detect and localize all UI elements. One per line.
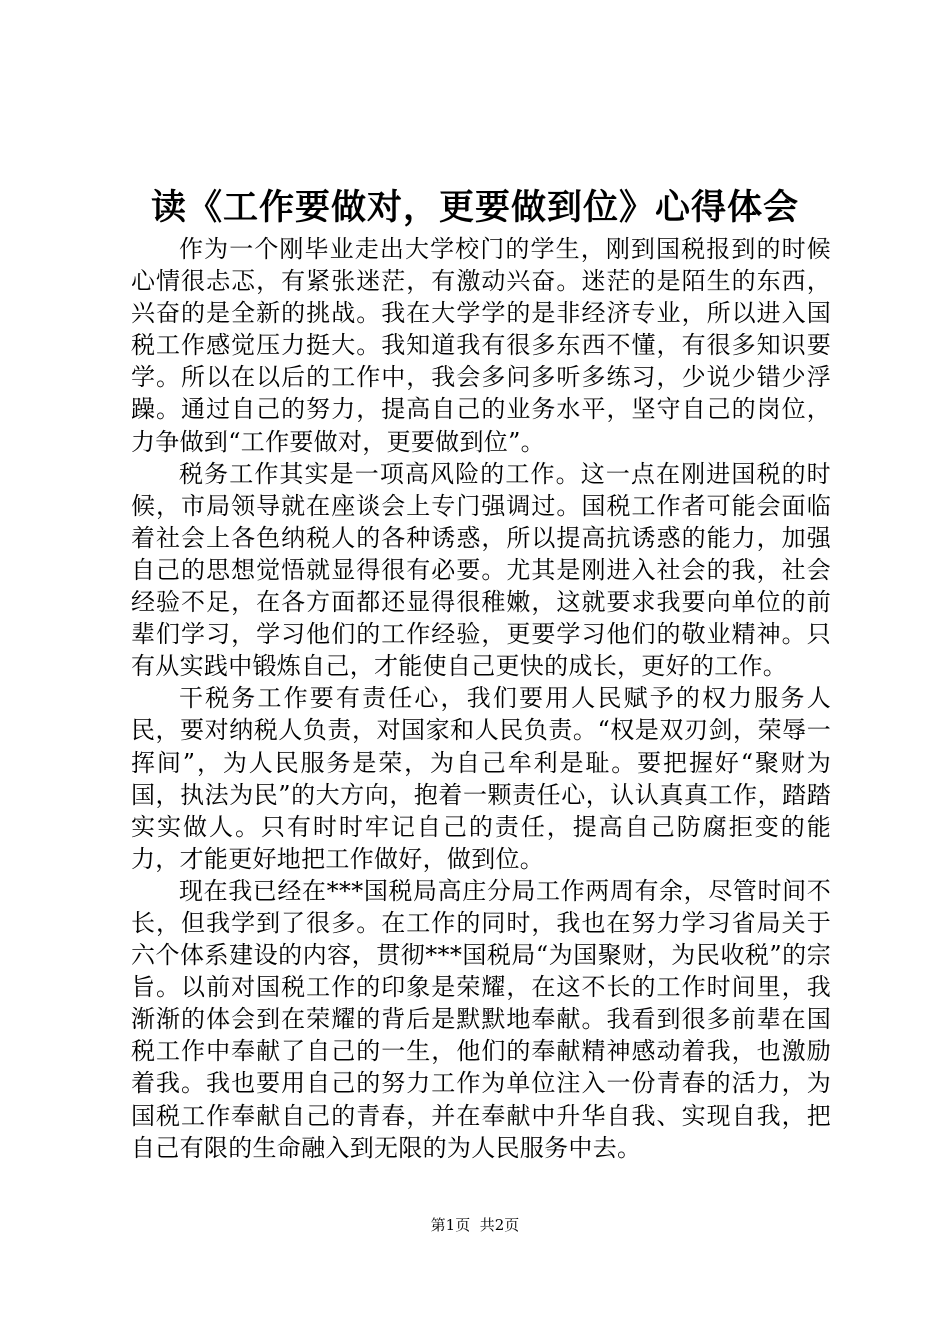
document-body: [131, 233, 831, 1164]
page-footer: [0, 1215, 950, 1235]
paragraph-3: 干税务工作要有责任心，我们要用人民赋予的权力服务人民，要对纳税人负责，对国家和人民负责。“权是双刃剑，荣辱一挥间”，为人民服务是荣，为自己牟利是耻。要把握好“聚财为国，执法为民”的大方向，抱着一颗责任心，认认真真工作，踏踏实实做人。只有时时牢记自己的责任，提高自己防腐拒变的能力，才能更好地把工作做好，做到位。: [131, 684, 831, 873]
page-number: 第1页: [430, 1216, 471, 1234]
paragraph-1: 作为一个刚毕业走出大学校门的学生，刚到国税报到的时候心情很忐忑，有紧张迷茫，有激动兴奋。迷茫的是陌生的东西，兴奋的是全新的挑战。我在大学学的是非经济专业，所以进入国税工作感觉压力挺大。我知道我有很多东西不懂，有很多知识要学。所以在以后的工作中，我会多问多听多练习，少说少错少浮躁。通过自己的努力，提高自己的业务水平，坚守自己的岗位，力争做到“工作要做对，更要做到位”。: [131, 235, 831, 456]
paragraph-2: 税务工作其实是一项高风险的工作。这一点在刚进国税的时候，市局领导就在座谈会上专门强调过。国税工作者可能会面临着社会上各色纳税人的各种诱惑，所以提高抗诱惑的能力，加强自己的思想觉悟就显得很有必要。尤其是刚进入社会的我，社会经验不足，在各方面都还显得很稚嫩，这就要求我要向单位的前辈们学习，学习他们的工作经验，更要学习他们的敬业精神。只有从实践中锻炼自己，才能使自己更快的成长，更好的工作。: [131, 459, 831, 681]
document-title: 读《工作要做对，更要做到位》心得体会: [150, 188, 799, 228]
footer-separator: [470, 1216, 480, 1234]
page-total: 共2页: [479, 1216, 520, 1234]
paragraph-4: 现在我已经在***国税局高庄分局工作两周有余，尽管时间不长，但我学到了很多。在工作的同时，我也在努力学习省局关于六个体系建设的内容，贯彻***国税局“为国聚财，为民收税”的宗旨。以前对国税工作的印象是荣耀，在这不长的工作时间里，我渐渐的体会到在荣耀的背后是默默地奉献。我看到很多前辈在国税工作中奉献了自己的一生，他们的奉献精神感动着我，也激励着我。我也要用自己的努力工作为单位注入一份青春的活力，为国税工作奉献自己的青春，并在奉献中升华自我、实现自我，把自己有限的生命融入到无限的为人民服务中去。: [131, 876, 831, 1162]
